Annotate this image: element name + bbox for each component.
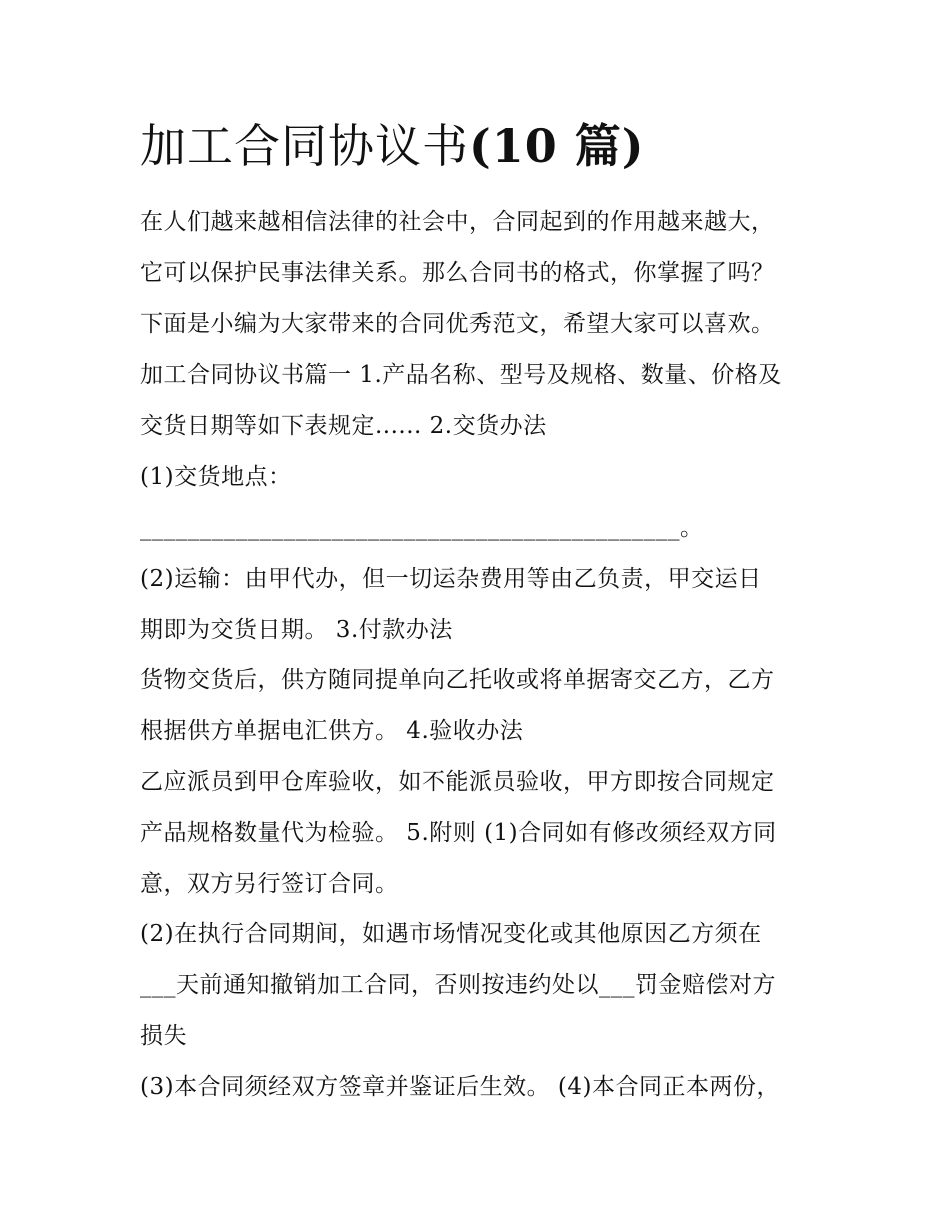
body-line: (3)本合同须经双方签章并鉴证后生效。 (4)本合同正本两份，	[140, 1074, 780, 1100]
body-line: 乙应派员到甲仓库验收，如不能派员验收，甲方即按合同规定	[140, 769, 775, 795]
body-line: (2)在执行合同期间，如遇市场情况变化或其他原因乙方须在	[140, 921, 762, 947]
body-line: 货物交货后，供方随同提单向乙托收或将单据寄交乙方，乙方	[140, 667, 775, 693]
body-line: (2)运输：由甲代办，但一切运杂费用等由乙负责，甲交运日	[140, 566, 762, 592]
body-line: 交货日期等如下表规定...... 2.交货办法	[140, 413, 547, 439]
body-line: 期即为交货日期。 3.付款办法	[140, 617, 453, 643]
body-line: (1)交货地点：	[140, 464, 292, 490]
body-line: 它可以保护民事法律关系。那么合同书的格式，你掌握了吗？	[140, 260, 775, 286]
document-title	[140, 116, 645, 176]
title-count: (10 篇)	[469, 119, 645, 173]
title-text: 加工合同协议书	[140, 119, 469, 173]
body-line: 下面是小编为大家带来的合同优秀范文，希望大家可以喜欢。	[140, 311, 775, 337]
body-line: 意，双方另行签订合同。	[140, 871, 399, 897]
body-line: 损失	[140, 1023, 187, 1049]
body-line: ___天前通知撤销加工合同，否则按违约处以___罚金赔偿对方	[140, 972, 776, 998]
body-line: 根据供方单据电汇供方。 4.验收办法	[140, 718, 524, 744]
body-line: 加工合同协议书篇一 1.产品名称、型号及规格、数量、价格及	[140, 362, 782, 388]
body-line: 在人们越来越相信法律的社会中，合同起到的作用越来越大，	[140, 209, 775, 235]
blank-line: _____________________________________________。	[140, 515, 704, 541]
body-line: 产品规格数量代为检验。 5.附则 (1)合同如有修改须经双方同	[140, 820, 777, 846]
